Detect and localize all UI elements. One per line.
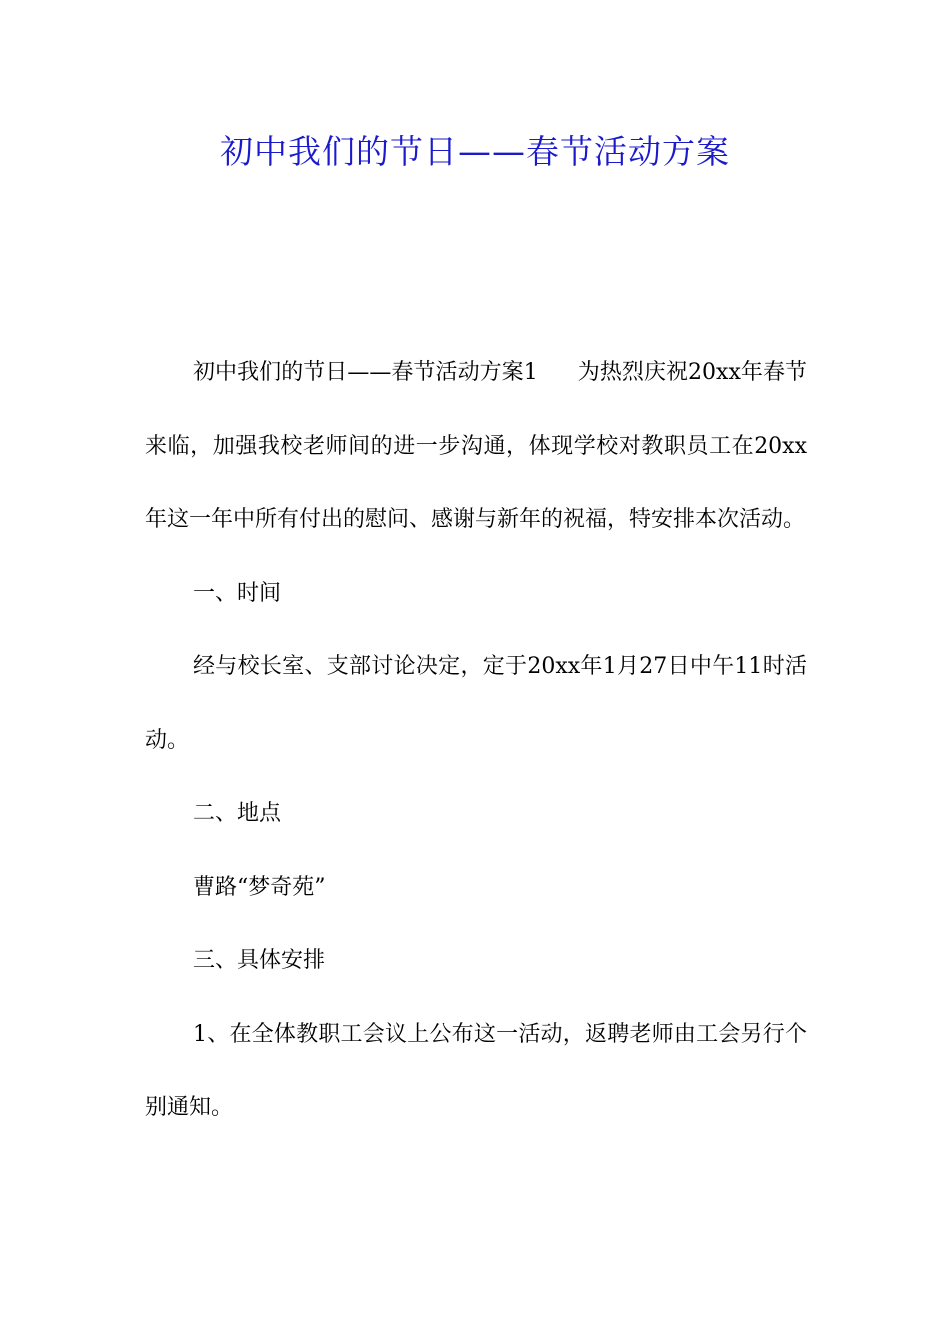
document-body	[145, 336, 807, 1145]
section-heading-time: 一、时间	[193, 580, 282, 606]
paragraph-location: 曹路“梦奇苑”	[193, 874, 326, 900]
paragraph-intro	[145, 336, 807, 557]
section-heading-location: 二、地点	[193, 801, 282, 826]
document-title: 初中我们的节日——春节活动方案	[220, 132, 730, 171]
section-heading-arrangement: 三、具体安排	[193, 948, 326, 973]
paragraph-text: 为热烈庆祝20xx年春节来临，加强我校老师间的进一步沟通，体现学校对教职员工在20xx年这一年中所有付出的慰问、感谢与新年的祝福，特安排本次活动。	[145, 360, 808, 532]
paragraph-arrangement-1: 1、在全体教职工会议上公布这一活动，返聘老师由工会另行个别通知。	[145, 1021, 807, 1120]
paragraph-lead: 初中我们的节日——春节活动方案1	[193, 360, 538, 385]
paragraph-time: 经与校长室、支部讨论决定，定于20xx年1月27日中午11时活动。	[145, 654, 807, 753]
